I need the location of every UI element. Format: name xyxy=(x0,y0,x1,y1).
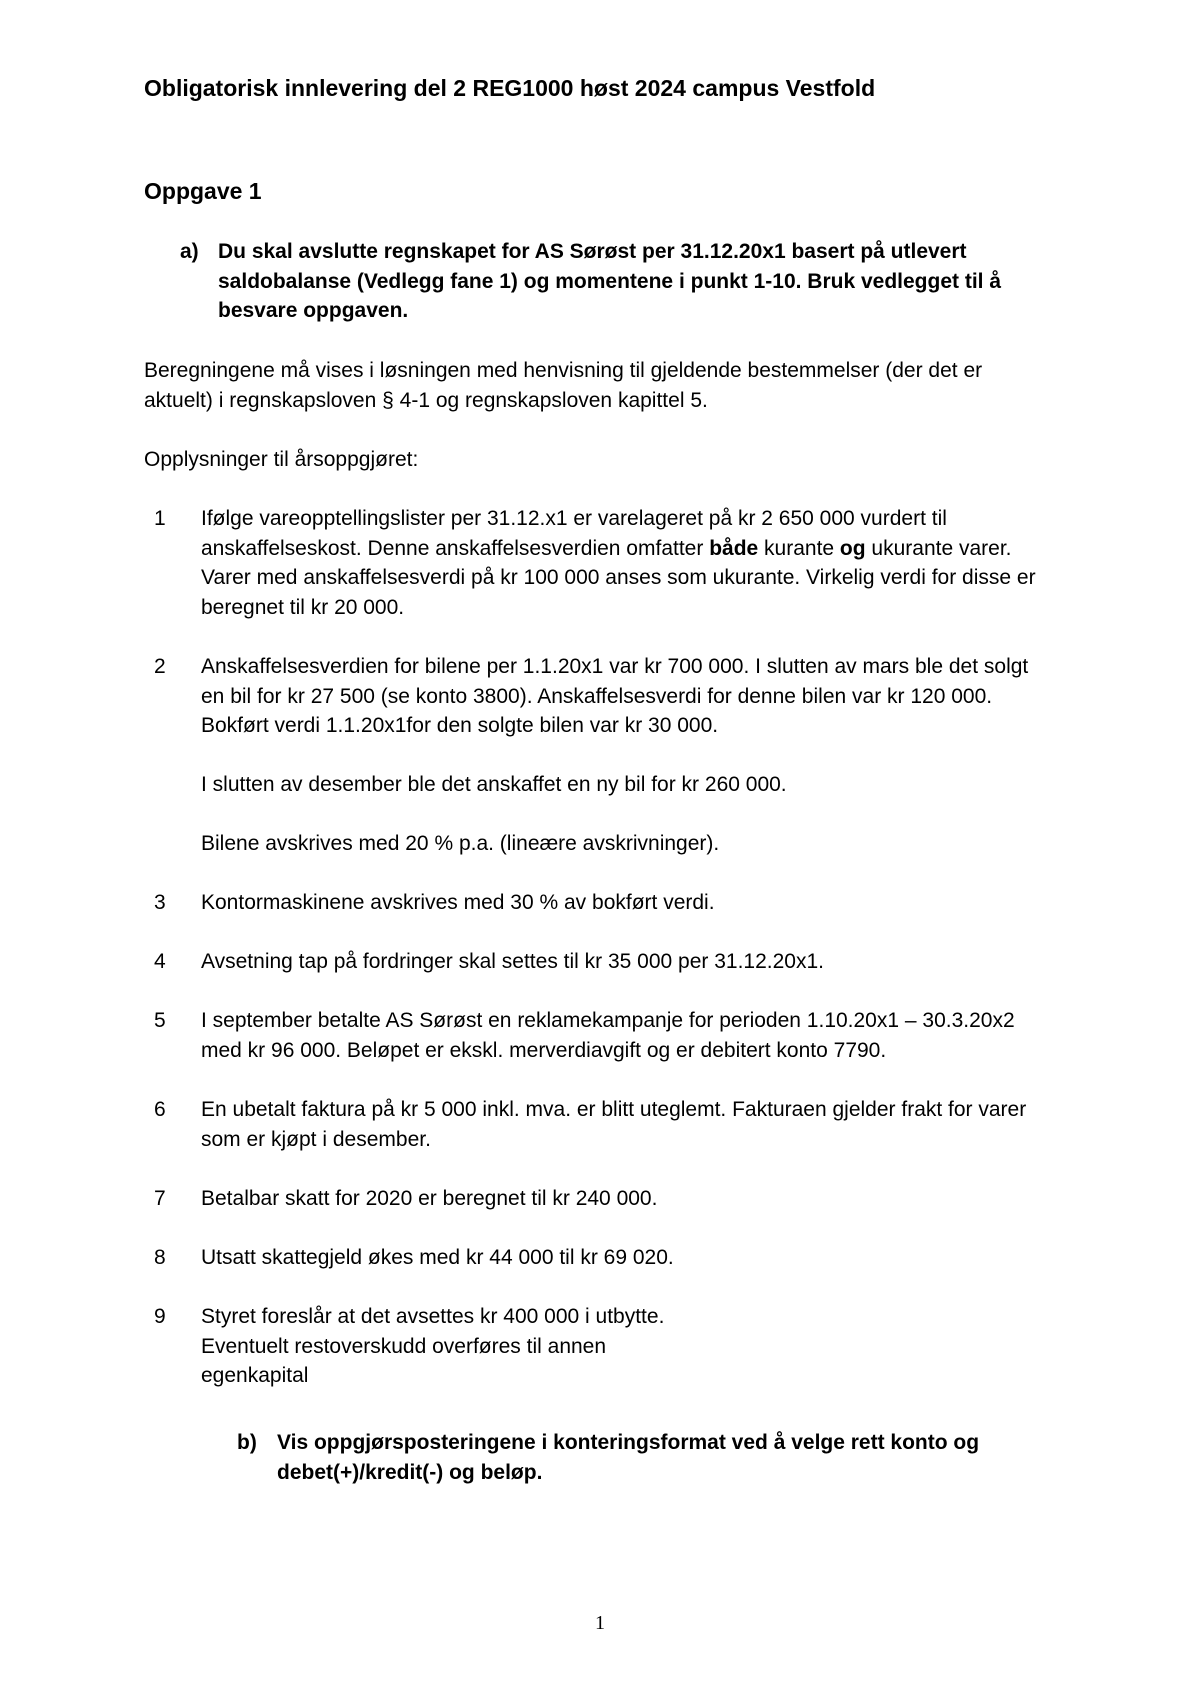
list-item xyxy=(144,947,1044,977)
section-heading: Oppgave 1 xyxy=(144,178,262,204)
info-label: Opplysninger til årsoppgjøret: xyxy=(144,448,419,471)
list-item xyxy=(144,1243,1044,1273)
item-text: I september betalte AS Sørøst en reklamekampanje for perioden 1.10.20x1 – 30.3.20x2 med kr 96 000. Beløpet er ekskl. merverdiavgift og er debitert konto 7790. xyxy=(201,1009,1015,1062)
item-text-part: kurante xyxy=(758,536,840,560)
list-item xyxy=(144,1095,1044,1154)
document-title: Obligatorisk innlevering del 2 REG1000 høst 2024 campus Vestfold xyxy=(144,75,876,101)
item-extra-text: I slutten av desember ble det anskaffet en ny bil for kr 260 000. xyxy=(201,773,787,796)
item-number: 6 xyxy=(154,1098,166,1121)
item-number: 8 xyxy=(154,1246,166,1269)
item-text: Anskaffelsesverdien for bilene per 1.1.20x1 var kr 700 000. I slutten av mars ble det solgt en bil for kr 27 500 (se konto 3800). Anskaffelsesverdi for denne bilen var kr 120 000. Bokført verdi 1.1.20x1for den solgte bilen var kr 30 000. xyxy=(201,655,1029,737)
item-text-line: Styret foreslår at det avsettes kr 400 000 i utbytte. xyxy=(201,1305,665,1328)
item-number: 3 xyxy=(154,891,166,914)
item-text xyxy=(201,504,1044,622)
item-number: 2 xyxy=(154,655,166,678)
item-text-line: egenkapital xyxy=(201,1364,309,1387)
page-number: 1 xyxy=(595,1612,605,1634)
item-text-part: Ifølge vareopptellingslister per 31.12.x1 er varelageret på kr 2 650 000 vurdert til anskaffelseskost. Denne anskaffelsesverdien omfatter xyxy=(201,507,947,560)
task-b-text: Vis oppgjørsposteringene i konteringsformat ved å velge rett konto og debet(+)/kredit(-) og beløp. xyxy=(277,1431,980,1484)
item-number: 4 xyxy=(154,950,166,973)
task-a xyxy=(180,237,1040,326)
intro-paragraph: Beregningene må vises i løsningen med henvisning til gjeldende bestemmelser (der det er aktuelt) i regnskapsloven § 4-1 og regnskapsloven kapittel 5. xyxy=(144,359,983,412)
item-text: Utsatt skattegjeld økes med kr 44 000 til kr 69 020. xyxy=(201,1246,674,1269)
list-item xyxy=(144,888,1044,918)
item-text: En ubetalt faktura på kr 5 000 inkl. mva. er blitt uteglemt. Fakturaen gjelder frakt for varer som er kjøpt i desember. xyxy=(201,1098,1027,1151)
list-item xyxy=(144,1184,1044,1214)
item-text: Avsetning tap på fordringer skal settes til kr 35 000 per 31.12.20x1. xyxy=(201,950,824,973)
item-number: 1 xyxy=(154,507,166,530)
item-extra-text: Bilene avskrives med 20 % p.a. (lineære avskrivninger). xyxy=(201,832,720,855)
list-item xyxy=(144,1302,1044,1391)
item-text: Betalbar skatt for 2020 er beregnet til kr 240 000. xyxy=(201,1187,658,1210)
item-number: 5 xyxy=(154,1009,166,1032)
item-number: 9 xyxy=(154,1305,166,1328)
list-item xyxy=(144,652,1044,741)
item-text-line: Eventuelt restoverskudd overføres til annen xyxy=(201,1334,607,1358)
item-number: 7 xyxy=(154,1187,166,1210)
item-text xyxy=(201,1302,1044,1391)
task-a-text: Du skal avslutte regnskapet for AS Sørøst per 31.12.20x1 basert på utlevert saldobalanse (Vedlegg fane 1) og momentene i punkt 1-10. Bruk vedlegget til å besvare oppgaven. xyxy=(218,240,1002,322)
item-text-part: ukurante varer. Varer med anskaffelsesverdi på kr 100 000 anses som ukurante. Virkelig verdi for disse er beregnet til kr 20 000. xyxy=(201,536,1036,619)
item-text-bold: både xyxy=(709,536,759,560)
list-item xyxy=(144,1006,1044,1065)
task-b xyxy=(237,1428,1037,1487)
task-a-letter: a) xyxy=(180,240,199,263)
item-text: Kontormaskinene avskrives med 30 % av bokført verdi. xyxy=(201,891,715,914)
item-text-bold: og xyxy=(839,536,866,560)
list-item xyxy=(144,504,1044,622)
task-b-letter: b) xyxy=(237,1431,257,1454)
